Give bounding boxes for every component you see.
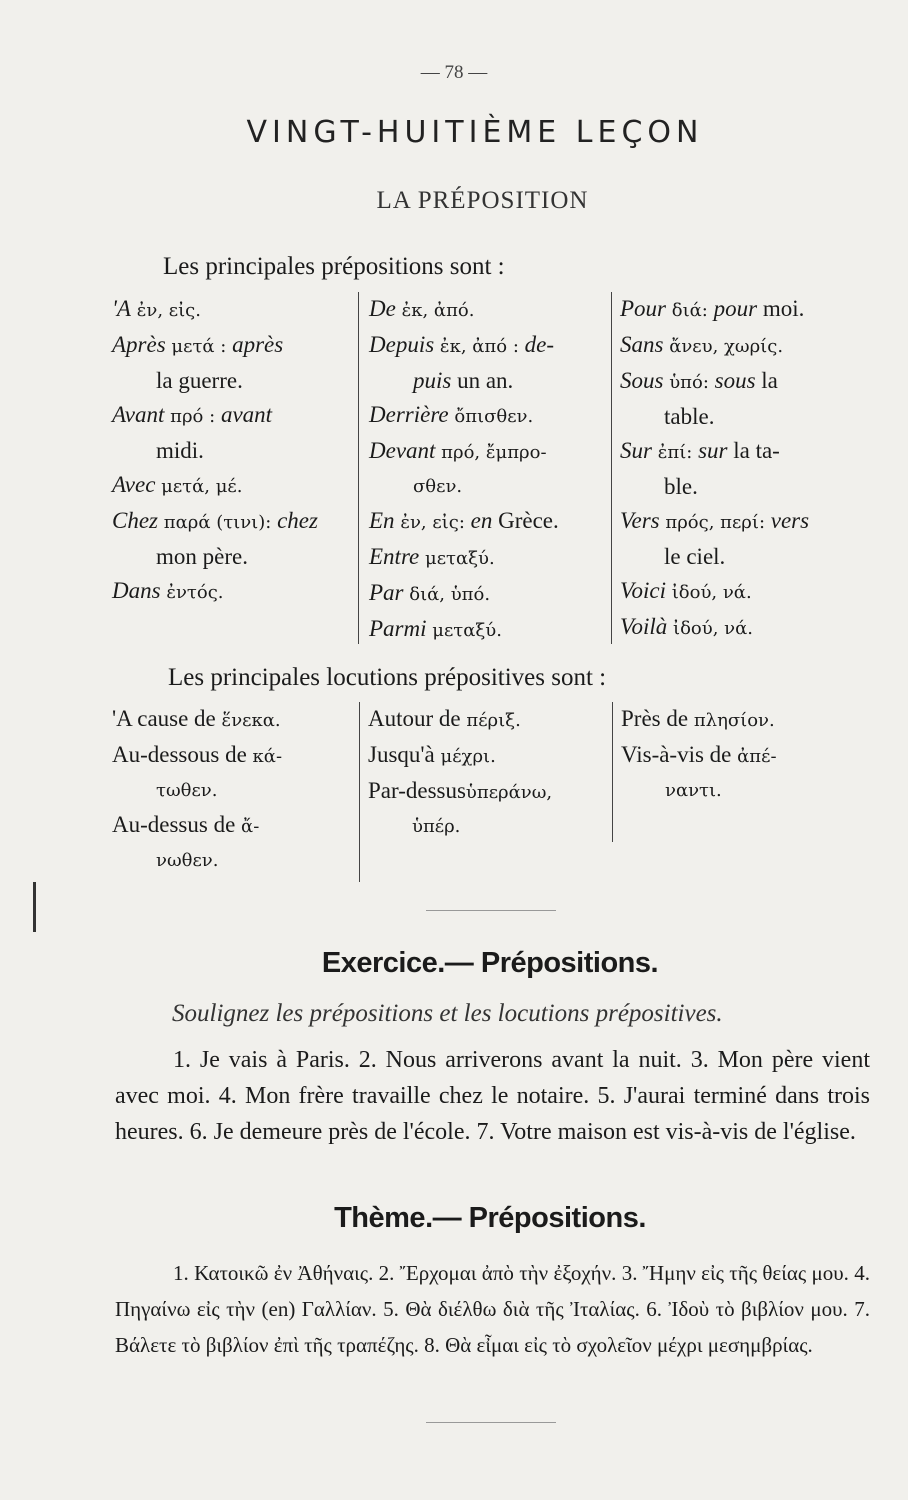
prepositions-table: [0, 292, 908, 652]
locution-entry: Jusqu'à μέχρι.: [368, 742, 496, 767]
preposition-entry: Devant πρό, ἔμπρο- σθεν.: [369, 438, 547, 497]
preposition-entry: Entre μεταξύ.: [369, 544, 495, 569]
locutions-column-3: [612, 702, 881, 842]
theme-heading: Thème.— Prépositions.: [334, 1202, 646, 1234]
preposition-entry: En ἐν, εἰς: en Grèce.: [369, 508, 559, 533]
preposition-entry: Depuis ἐκ, ἀπό : de- puis un an.: [369, 332, 555, 393]
locution-entry: Autour de πέριξ.: [368, 706, 521, 731]
preposition-entry: Parmi μεταξύ.: [369, 616, 502, 641]
prepositions-column-1: [112, 292, 357, 610]
preposition-entry: Avant πρό : avant midi.: [112, 402, 273, 463]
margin-mark: [33, 882, 36, 932]
preposition-entry: Chez παρά (τινι): chez mon père.: [112, 508, 318, 569]
preposition-entry: Voici ἰδού, νά.: [620, 578, 752, 603]
preposition-entry: 'A ἐν, εἰς.: [112, 296, 201, 321]
bottom-divider: [426, 1422, 556, 1423]
locutions-table: [0, 702, 908, 882]
locution-entry: Au-dessus de ἄ- νωθεν.: [112, 812, 260, 871]
page-number: — 78 —: [420, 62, 488, 83]
preposition-entry: Sans ἄνευ, χωρίς.: [620, 332, 784, 357]
locution-entry: 'A cause de ἕνεκα.: [112, 706, 281, 731]
locution-entry: Au-dessous de κά- τωθεν.: [112, 742, 283, 801]
locution-entry: Vis-à-vis de ἀπέ- ναντι.: [621, 742, 777, 801]
prepositions-intro: Les principales prépositions sont :: [163, 253, 505, 280]
preposition-entry: Après μετά : après la guerre.: [112, 332, 284, 393]
locutions-intro: Les principales locutions prépositives sont :: [168, 664, 607, 691]
preposition-entry: Voilà ἰδού, νά.: [620, 614, 753, 639]
exercise-heading: Exercice.— Prépositions.: [321, 947, 659, 979]
prepositions-column-3: [611, 292, 885, 644]
preposition-entry: Avec μετά, μέ.: [112, 472, 243, 497]
locution-entry: Près de πλησίον.: [621, 706, 775, 731]
prepositions-column-2: [358, 292, 621, 644]
locutions-column-2: [359, 702, 618, 882]
preposition-entry: Sous ὑπό: sous la table.: [620, 368, 778, 429]
exercise-instruction: Soulignez les prépositions et les locutions prépositives.: [172, 1000, 723, 1027]
preposition-entry: Dans ἐντός.: [112, 578, 224, 603]
locution-entry: Par-dessusὑπεράνω, ὑπέρ.: [368, 778, 553, 837]
section-title: LA PRÉPOSITION: [376, 187, 589, 214]
preposition-entry: Vers πρός, περί: vers le ciel.: [620, 508, 810, 569]
theme-text: 1. Κατοικῶ ἐν Ἀθήναις. 2. Ἔρχομαι ἀπὸ τὴν ἐξοχήν. 3. Ἤμην εἰς τῆς θείας μου. 4. Πηγαίνω εἰς τὴν (en) Γαλλίαν. 5. Θὰ διέλθω διὰ τῆς Ἰταλίας. 6. Ἰδοὺ τὸ βιβλίον μου. 7. Βάλετε τὸ βιβλίον ἐπὶ τῆς τραπέζης. 8. Θὰ εἶμαι εἰς τὸ σχολεῖον μέχρι μεσημβρίας.: [115, 1261, 870, 1357]
preposition-entry: Pour διά: pour moi.: [620, 296, 805, 321]
preposition-entry: Par διά, ὑπό.: [369, 580, 491, 605]
chapter-title: VINGT-HUITIÈME LEÇON: [246, 115, 704, 150]
exercise-text: 1. Je vais à Paris. 2. Nous arriverons avant la nuit. 3. Mon père vient avec moi. 4. Mon frère travaille chez le notaire. 5. J'aurai terminé dans trois heures. 6. Je demeure près de l'école. 7. Votre maison est vis-à-vis de l'église.: [115, 1047, 870, 1145]
preposition-entry: Derrière ὄπισθεν.: [369, 402, 534, 427]
locutions-column-1: [112, 702, 357, 878]
preposition-entry: Sur ἐπί: sur la ta- ble.: [620, 438, 780, 499]
section-divider: [426, 910, 556, 911]
preposition-entry: De ἐκ, ἀπό.: [369, 296, 475, 321]
